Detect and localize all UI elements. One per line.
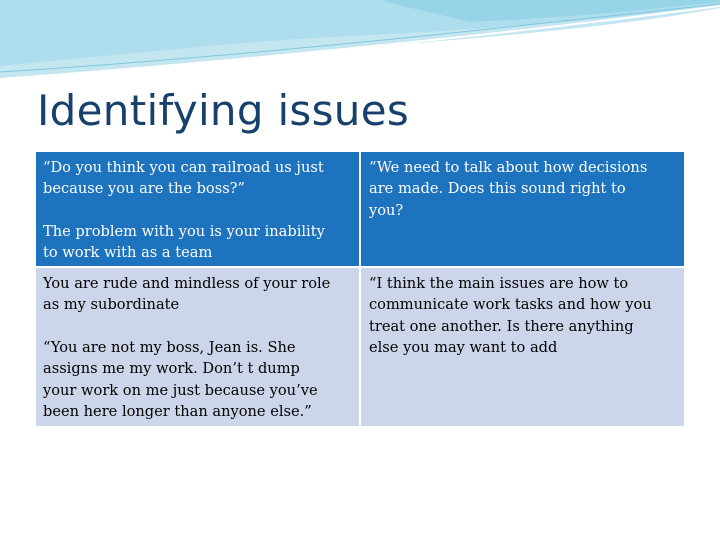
statement-rude: You are rude and mindless of your role as my subordinate xyxy=(43,275,331,314)
statement-inability: The problem with you is your inability to work with as a team xyxy=(43,222,325,262)
decorative-wave-banner xyxy=(0,0,720,90)
table-cell-r1-c2 xyxy=(361,152,684,266)
issues-table xyxy=(36,152,684,426)
table-cell-r2-c1 xyxy=(36,268,359,426)
quote-railroad: “Do you think you can railroad us just because you are the boss?” xyxy=(43,159,324,198)
quote-main-issues: “I think the main issues are how to communicate work tasks and how you treat one another. Is there anything else you may want to add xyxy=(369,275,652,357)
table-cell-r2-c2 xyxy=(361,268,684,426)
table-cell-r1-c1 xyxy=(36,152,359,266)
quote-decisions: “We need to talk about how decisions are made. Does this sound right to you? xyxy=(369,159,648,219)
slide-title: Identifying issues xyxy=(37,86,410,135)
quote-not-my-boss: “You are not my boss, Jean is. She assigns me my work. Don’t t dump your work on me just because you’ve been here longer than anyone else.” xyxy=(43,338,318,421)
